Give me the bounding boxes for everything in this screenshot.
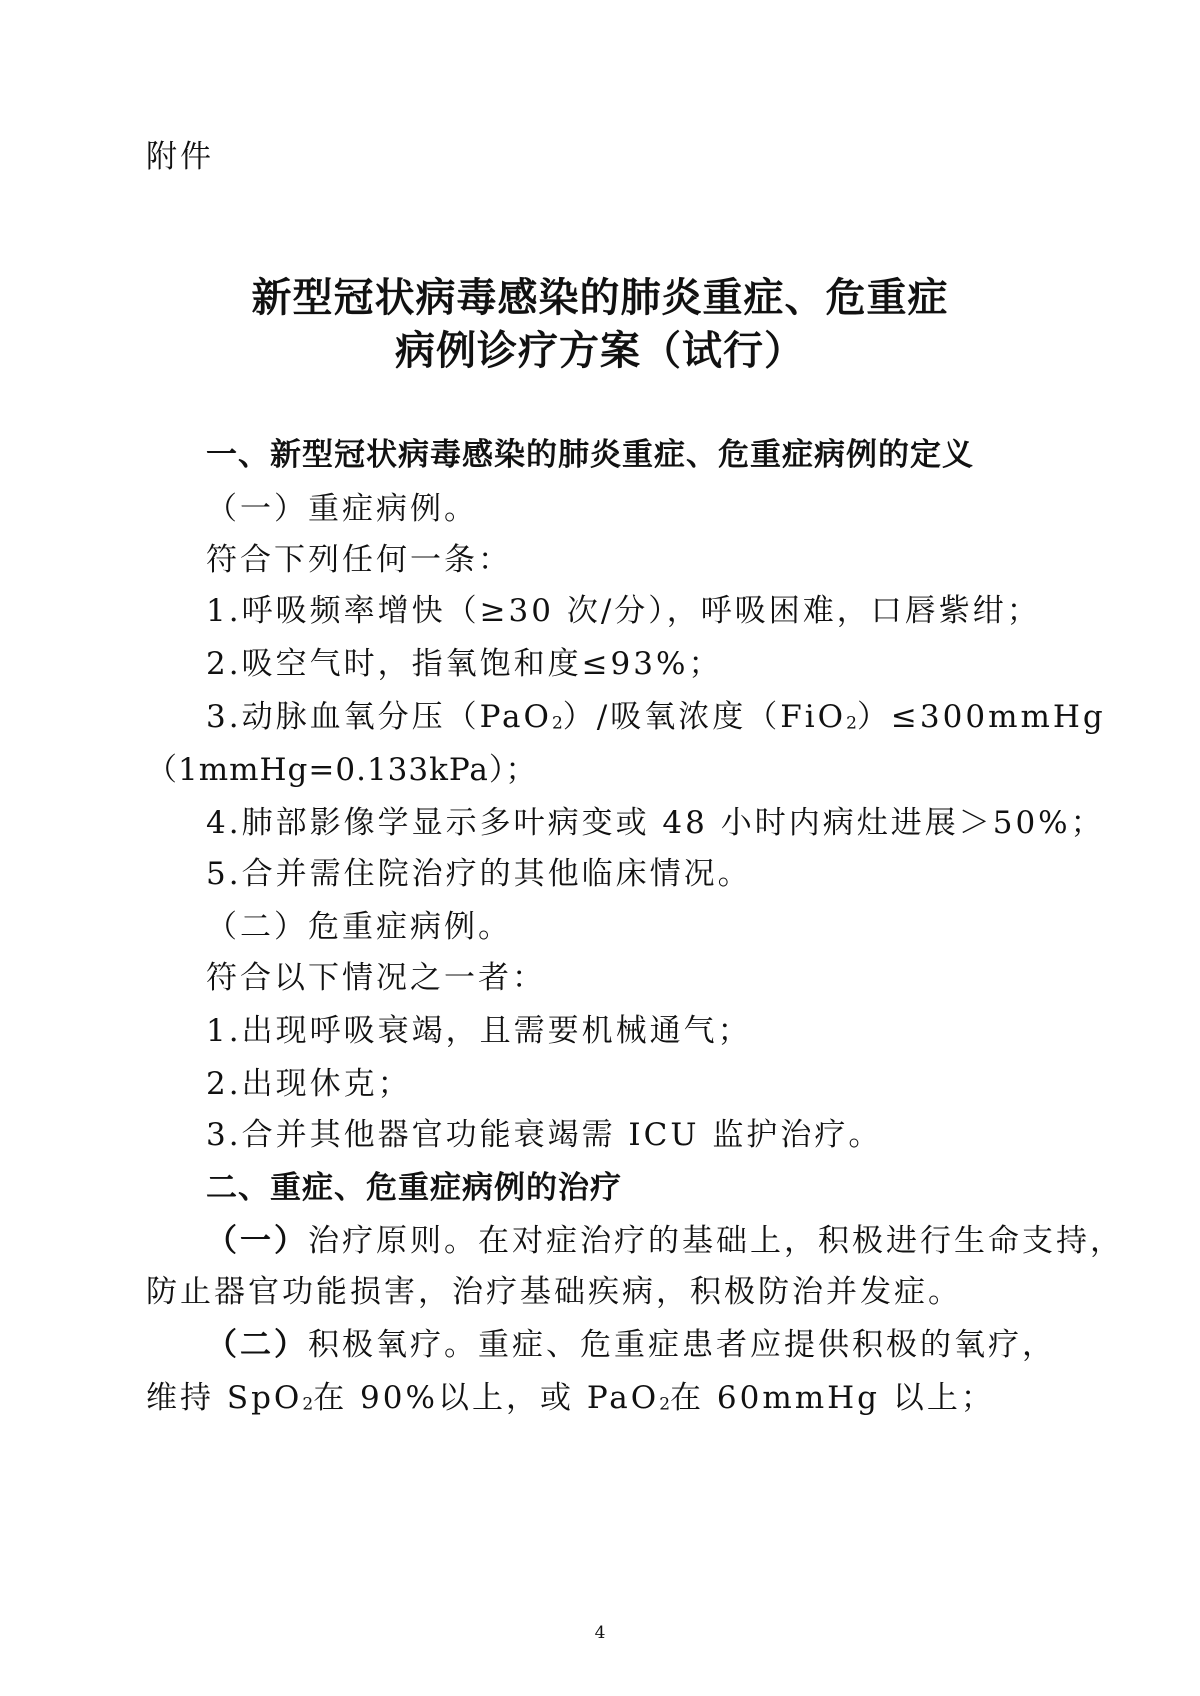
oxygen-line-2-part-b: 在 90%以上，或 PaO — [313, 1380, 660, 1416]
subscript: 2 — [659, 1394, 671, 1415]
severe-item-3-post: ）≤300mmHg — [856, 699, 1106, 735]
title-line-1: 新型冠状病毒感染的肺炎重症、危重症 — [251, 275, 949, 321]
severe-intro: 符合下列任何一条： — [206, 542, 512, 578]
severe-item-2: 2.吸空气时，指氧饱和度≤93%； — [206, 646, 723, 682]
title-line-2: 病例诊疗方案（试行） — [395, 328, 805, 374]
critical-item-1: 1.出现呼吸衰竭，且需要机械通气； — [206, 1013, 752, 1049]
section1-heading: 一、新型冠状病毒感染的肺炎重症、危重症病例的定义 — [206, 437, 974, 473]
oxygen-line-2-part-c: 在 60mmHg 以上； — [670, 1380, 995, 1416]
principle-text: 治疗原则。在对症治疗的基础上，积极进行生命支持， — [308, 1223, 1124, 1259]
critical-item-2: 2.出现休克； — [206, 1066, 412, 1102]
subscript: 2 — [302, 1394, 314, 1415]
principle-paragraph-line-2: 防止器官功能损害，治疗基础疾病，积极防治并发症。 — [146, 1274, 962, 1310]
severe-item-3 — [206, 697, 1106, 744]
page-number: 4 — [594, 1623, 606, 1643]
oxygen-paragraph-line-1 — [206, 1325, 1056, 1365]
section2-heading: 二、重症、危重症病例的治疗 — [206, 1170, 622, 1206]
oxygen-paragraph-line-2 — [146, 1378, 995, 1425]
severe-item-3-pre: 3.动脉血氧分压（PaO — [206, 699, 552, 735]
severe-item-4: 4.肺部影像学显示多叶病变或 48 小时内病灶进展＞50%； — [206, 805, 1105, 841]
critical-item-3: 3.合并其他器官功能衰竭需 ICU 监护治疗。 — [206, 1117, 883, 1153]
severe-item-3-mid: ）/吸氧浓度（FiO — [562, 699, 847, 735]
critical-intro: 符合以下情况之一者： — [206, 960, 546, 996]
severe-heading: （一）重症病例。 — [206, 491, 478, 527]
principle-paragraph-line-1 — [206, 1221, 1124, 1261]
principle-label: （一） — [206, 1223, 308, 1259]
attachment-label: 附件 — [146, 139, 214, 175]
critical-heading: （二）危重症病例。 — [206, 909, 512, 945]
severe-item-1: 1.呼吸频率增快（≥30 次/分），呼吸困难，口唇紫绀； — [206, 593, 1041, 629]
subscript: 2 — [846, 713, 857, 734]
oxygen-line-2-part-a: 维持 SpO — [146, 1380, 303, 1416]
subscript: 2 — [551, 713, 563, 734]
oxygen-label: （二） — [206, 1327, 308, 1363]
oxygen-text: 积极氧疗。重症、危重症患者应提供积极的氧疗， — [308, 1327, 1056, 1363]
severe-item-5: 5.合并需住院治疗的其他临床情况。 — [206, 856, 752, 892]
severe-item-3-continuation: （1mmHg=0.133kPa）； — [146, 752, 538, 788]
